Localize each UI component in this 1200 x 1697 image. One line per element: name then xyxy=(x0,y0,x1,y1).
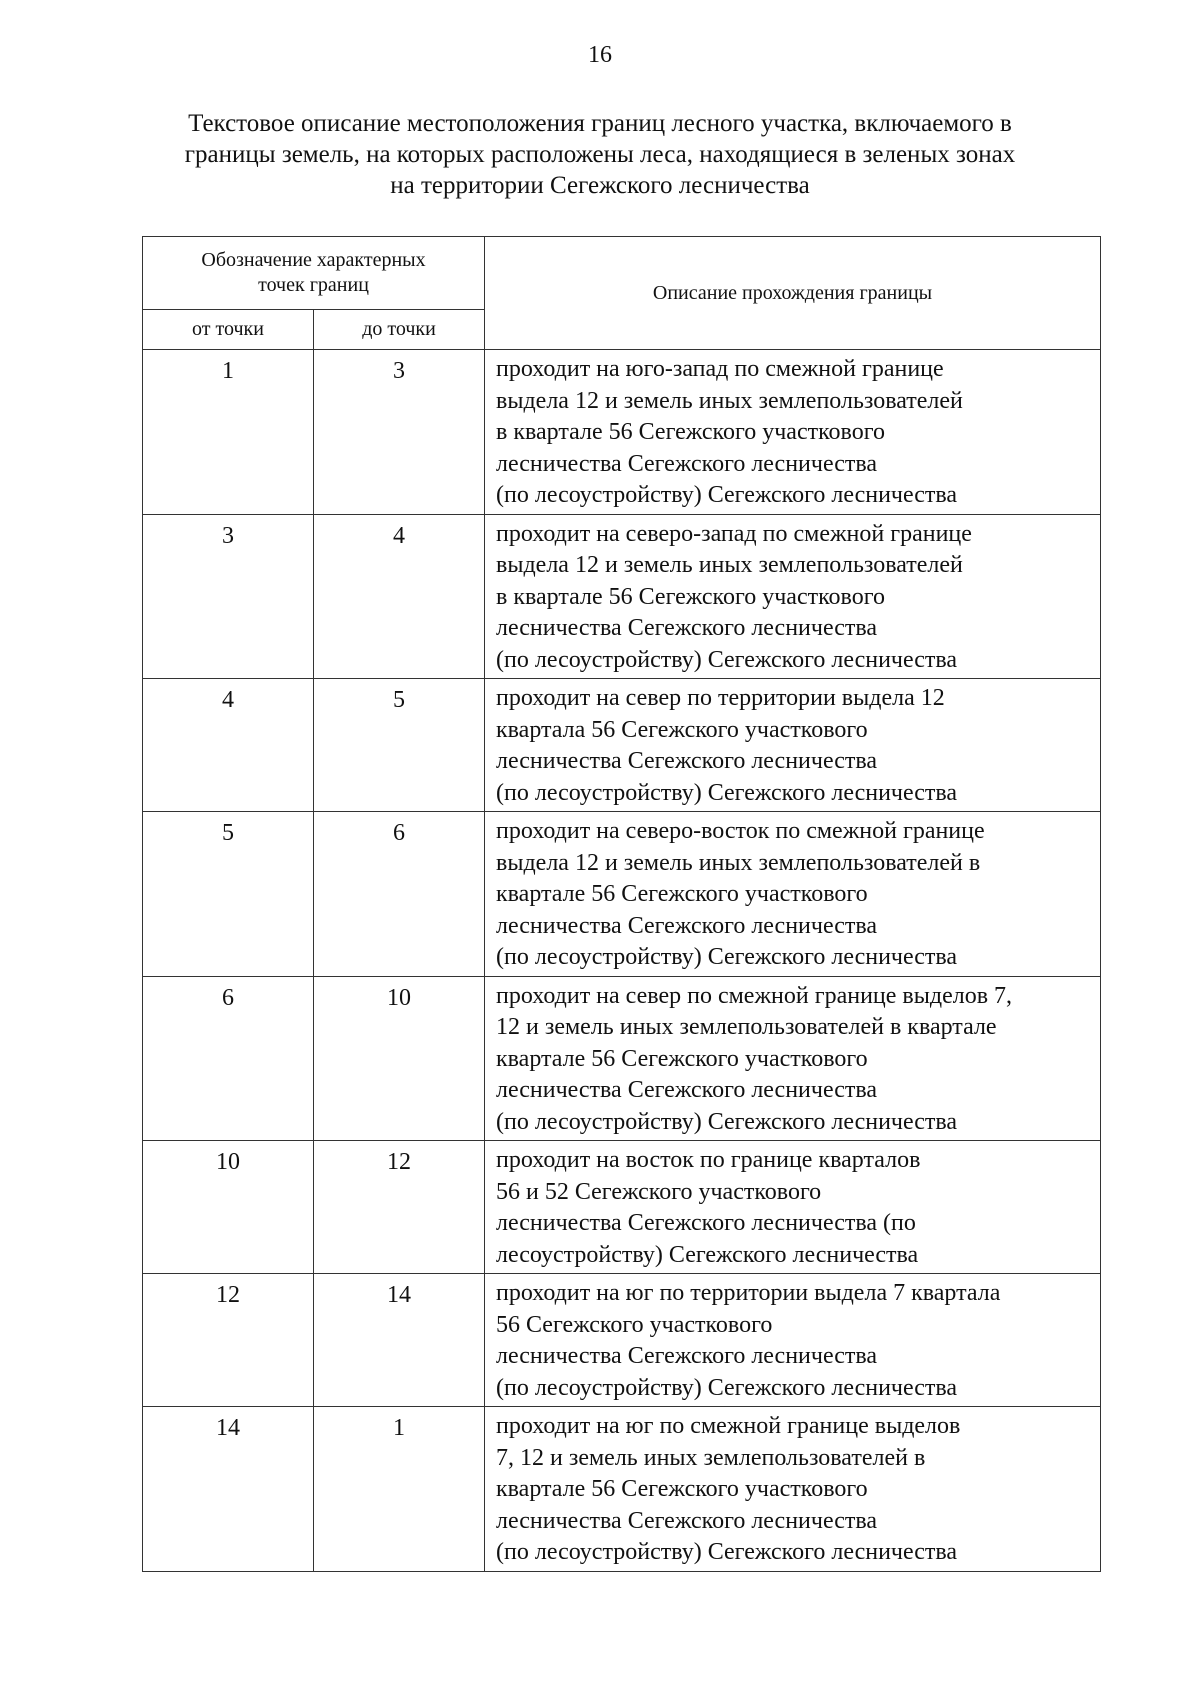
table-row xyxy=(143,350,1101,515)
description-line: проходит на северо-запад по смежной границе xyxy=(496,520,972,547)
description-line: (по лесоустройству) Сегежского лесничества xyxy=(496,1108,958,1135)
description-line: проходит на восток по границе кварталов xyxy=(496,1147,921,1173)
from-point-cell: 12 xyxy=(143,1274,314,1407)
description-line: (по лесоустройству) Сегежского лесничества xyxy=(496,1539,958,1565)
header-group-line: Обозначение характерных xyxy=(201,249,426,271)
document-title xyxy=(140,108,1060,201)
description-line: лесничества Сегежского лесничества xyxy=(496,615,878,641)
description-line: квартала 56 Сегежского участкового xyxy=(496,716,868,743)
description-line: выдела 12 и земель иных землепользователей xyxy=(496,552,963,578)
table-row xyxy=(143,1274,1101,1407)
table-row xyxy=(143,514,1101,679)
description-line: проходит на северо-восток по смежной границе xyxy=(496,818,985,844)
from-point-cell: 6 xyxy=(143,976,314,1141)
to-point-cell: 4 xyxy=(314,514,485,679)
from-point-cell: 5 xyxy=(143,812,314,977)
description-line: (по лесоустройству) Сегежского лесничества xyxy=(496,1374,958,1401)
header-points-group xyxy=(143,237,485,310)
boundary-description-cell xyxy=(485,976,1101,1141)
header-from: от точки xyxy=(143,310,314,350)
to-point-cell: 3 xyxy=(314,350,485,515)
table-row xyxy=(143,679,1101,812)
to-point-cell: 10 xyxy=(314,976,485,1141)
boundary-table xyxy=(142,236,1101,1572)
description-line: квартале 56 Сегежского участкового xyxy=(496,881,868,907)
description-line: выдела 12 и земель иных землепользователей xyxy=(496,387,963,414)
description-line: проходит на север по территории выдела 12 xyxy=(496,685,945,711)
description-line: проходит на юг по территории выдела 7 квартала xyxy=(496,1280,1001,1306)
description-line: 56 Сегежского участкового xyxy=(496,1311,773,1338)
description-line: (по лесоустройству) Сегежского лесничества xyxy=(496,482,958,508)
description-line: лесничества Сегежского лесничества xyxy=(496,1343,878,1369)
title-line: границы земель, на которых расположены леса, находящиеся в зеленых зонах xyxy=(184,141,1016,168)
from-point-cell: 14 xyxy=(143,1407,314,1572)
title-line: на территории Сегежского лесничества xyxy=(390,172,810,199)
table-row xyxy=(143,1141,1101,1274)
title-line: Текстовое описание местоположения границ лесного участка, включаемого в xyxy=(188,110,1012,137)
description-line: 56 и 52 Сегежского участкового xyxy=(496,1178,822,1205)
description-line: (по лесоустройству) Сегежского лесничества xyxy=(496,779,958,806)
description-line: лесничества Сегежского лесничества xyxy=(496,1077,878,1103)
table-body xyxy=(143,350,1101,1572)
boundary-description-cell xyxy=(485,514,1101,679)
table-row xyxy=(143,1407,1101,1572)
description-line: 7, 12 и земель иных землепользователей в xyxy=(496,1444,926,1471)
header-description: Описание прохождения границы xyxy=(485,237,1101,350)
from-point-cell: 3 xyxy=(143,514,314,679)
description-line: в квартале 56 Сегежского участкового xyxy=(496,419,885,445)
description-line: лесничества Сегежского лесничества xyxy=(496,912,878,939)
description-line: лесничества Сегежского лесничества xyxy=(496,450,878,477)
description-line: лесничества Сегежского лесничества xyxy=(496,748,878,774)
description-line: лесничества Сегежского лесничества xyxy=(496,1507,878,1534)
description-line: выдела 12 и земель иных землепользователей в xyxy=(496,849,981,876)
boundary-description-cell xyxy=(485,1141,1101,1274)
boundary-description-cell xyxy=(485,350,1101,515)
description-line: 12 и земель иных землепользователей в квартале xyxy=(496,1014,997,1040)
description-line: проходит на юго-запад по смежной границе xyxy=(496,356,944,382)
description-line: квартале 56 Сегежского участкового xyxy=(496,1045,868,1072)
description-line: проходит на север по смежной границе выделов 7, xyxy=(496,982,1013,1009)
header-to: до точки xyxy=(314,310,485,350)
from-point-cell: 10 xyxy=(143,1141,314,1274)
description-line: (по лесоустройству) Сегежского лесничества xyxy=(496,944,958,970)
description-line: в квартале 56 Сегежского участкового xyxy=(496,583,885,610)
to-point-cell: 5 xyxy=(314,679,485,812)
table-row xyxy=(143,812,1101,977)
table-row xyxy=(143,976,1101,1141)
to-point-cell: 12 xyxy=(314,1141,485,1274)
description-line: лесоустройству) Сегежского лесничества xyxy=(496,1241,919,1268)
description-line: квартале 56 Сегежского участкового xyxy=(496,1476,868,1502)
from-point-cell: 4 xyxy=(143,679,314,812)
boundary-description-cell xyxy=(485,1274,1101,1407)
to-point-cell: 14 xyxy=(314,1274,485,1407)
boundary-description-cell xyxy=(485,812,1101,977)
boundary-description-cell xyxy=(485,1407,1101,1572)
description-line: лесничества Сегежского лесничества (по xyxy=(496,1210,916,1236)
page-number: 16 xyxy=(588,42,612,68)
from-point-cell: 1 xyxy=(143,350,314,515)
description-line: проходит на юг по смежной границе выделов xyxy=(496,1413,961,1439)
description-line: (по лесоустройству) Сегежского лесничества xyxy=(496,646,958,673)
header-group-line: точек границ xyxy=(258,274,369,296)
to-point-cell: 1 xyxy=(314,1407,485,1572)
boundary-description-cell xyxy=(485,679,1101,812)
to-point-cell: 6 xyxy=(314,812,485,977)
